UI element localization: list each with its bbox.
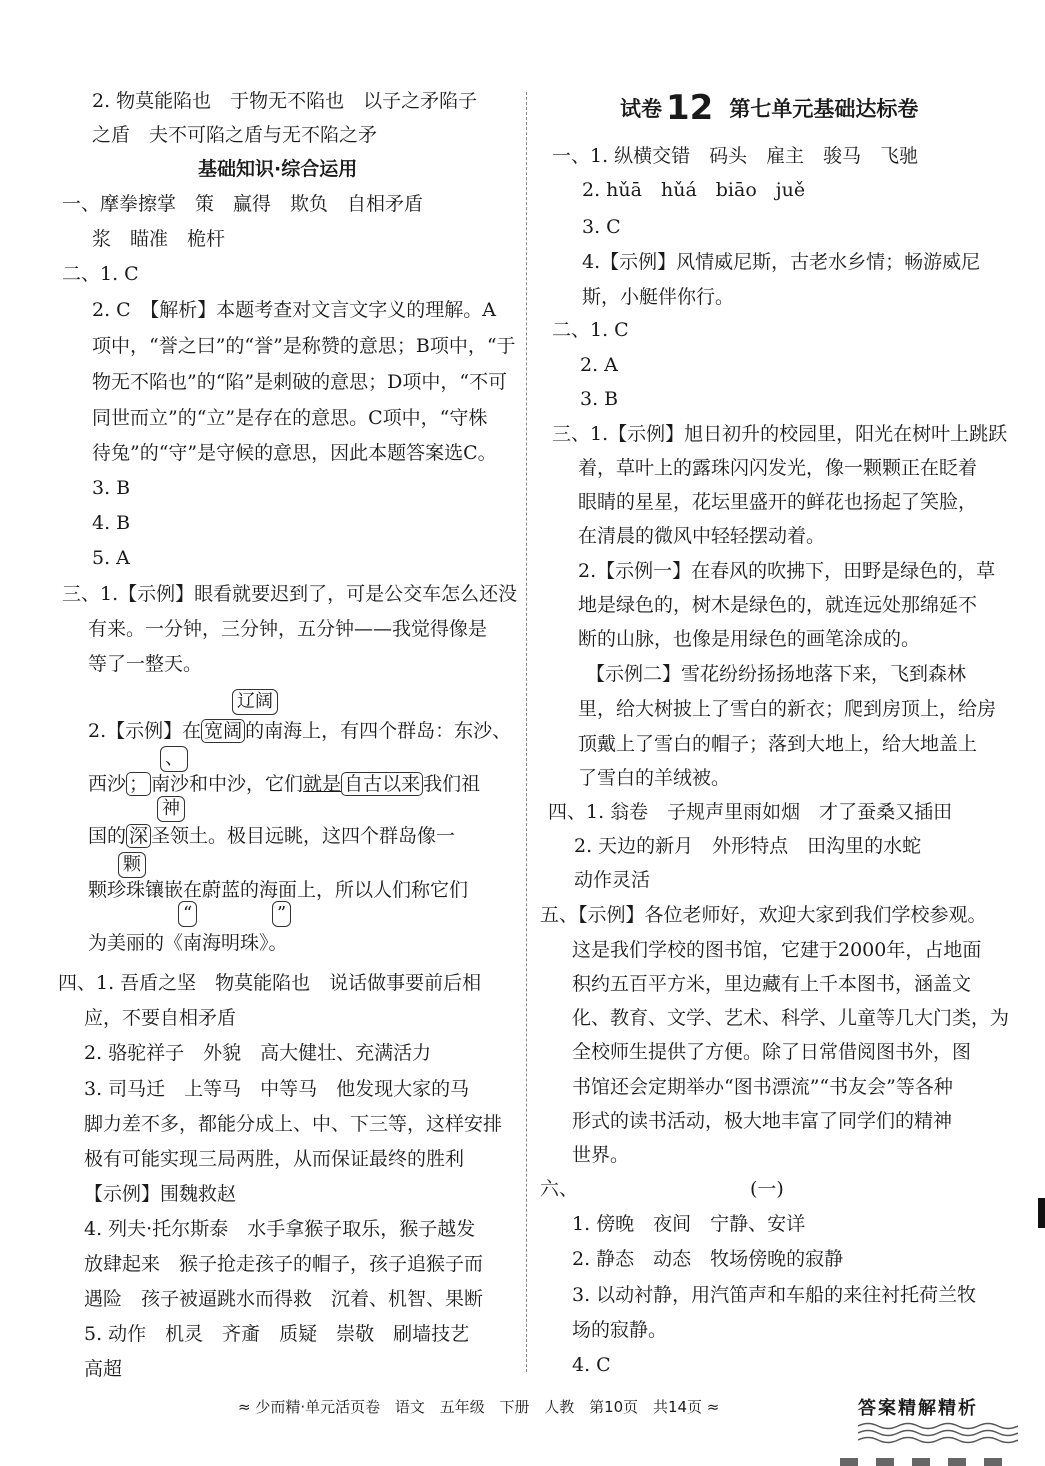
text-line: 4.【示例】风情威尼斯，古老水乡情；畅游威尼 (582, 251, 981, 273)
bottom-marks-icon (840, 1455, 1020, 1466)
text-line: 放肆起来 猴子抢走孩子的帽子，孩子追猴子而 (84, 1253, 484, 1275)
text-line: 应，不要自相矛盾 (84, 1007, 237, 1029)
boxed-mark: ； (126, 772, 151, 796)
text-line: 2. A (580, 354, 618, 376)
text-line: 形式的读书活动，极大地丰富了同学们的精神 (572, 1110, 953, 1132)
footer-book: ≈ 少而精·单元活页卷 (238, 1398, 381, 1416)
text-line: 积约五百平方米，里边藏有上千本图书，涵盖文 (572, 973, 972, 995)
footer-volume: 下册 (499, 1398, 530, 1416)
text-line: 二、1. C (62, 263, 139, 285)
subsection-label: (一) (750, 1178, 784, 1200)
text-line: 4. C (572, 1354, 611, 1376)
text-line: 同世而立”的“立”是存在的意思。C项中，“守株 (92, 407, 488, 429)
text-line: 二、1. C (552, 319, 629, 341)
footer-subject: 语文 (394, 1398, 425, 1416)
text-line: 有来。一分钟，三分钟，五分钟——我觉得像是 (88, 618, 488, 640)
text-line: 三、1.【示例】眼看就要迟到了，可是公交车怎么还没 (62, 583, 518, 605)
correction-mark: ” (272, 901, 291, 927)
text-line: 这是我们学校的图书馆，它建于2000年，占地面 (572, 939, 982, 961)
text-line: 4. 列夫·托尔斯泰 水手拿猴子取乐，猴子越发 (84, 1218, 476, 1240)
text-span: 南沙和中沙，它们 (151, 773, 304, 795)
text-line: 化、教育、文学、艺术、科学、儿童等几大门类，为 (572, 1007, 1010, 1029)
text-line: 着，草叶上的露珠闪闪发光，像一颗颗正在眨着 (578, 457, 978, 479)
text-line: 【示例二】雪花纷纷扬扬地落下来，飞到森林 (586, 663, 967, 685)
text-line: 四、1. 吾盾之坚 物莫能陷也 说话做事要前后相 (58, 972, 482, 994)
text-line: 脚力差不多，都能分成上、中、下三等，这样安排 (84, 1113, 503, 1135)
footer-total: 共14页 ≈ (652, 1398, 720, 1416)
page-footer (238, 1396, 729, 1417)
brand-label: 答案精解精析 (858, 1398, 978, 1419)
text-line: 3. B (580, 388, 619, 410)
text-span: 我们祖 (423, 773, 481, 795)
text-line: 2. 物莫能陷也 于物无不陷也 以子之矛陷子 (92, 90, 478, 112)
text-line: 2. 静态 动态 牧场傍晚的寂静 (572, 1248, 844, 1270)
text-line: 5. A (92, 547, 130, 569)
text-line: 世界。 (572, 1144, 630, 1166)
text-line: 2. 骆驼祥子 外貌 高大健壮、充满活力 (84, 1042, 432, 1064)
text-line: 场的寂静。 (572, 1319, 668, 1341)
text-span: 圣领土。极目远眺，这四个群岛像一 (151, 825, 456, 847)
text-line: 全校师生提供了方便。除了日常借阅图书外，图 (572, 1041, 972, 1063)
text-span: 颗 (88, 879, 108, 901)
text-span: 《南海明珠》 (164, 932, 269, 954)
text-line: 3. B (92, 477, 131, 499)
edge-marker (1038, 1198, 1045, 1228)
text-line: 3. 以动衬静，用汽笛声和车船的来往衬托荷兰牧 (572, 1284, 977, 1306)
text-span: 国的 (88, 825, 127, 847)
correction-mark: 辽阔 (232, 689, 278, 715)
text-line: 2. hǔā hǔá biāo juě (582, 179, 806, 201)
text-line: 等了一整天。 (88, 653, 203, 675)
section-title: 基础知识·综合运用 (198, 158, 358, 180)
title-prefix: 试卷 (620, 97, 662, 121)
text-line: 极有可能实现三局两胜，从而保证最终的胜利 (84, 1148, 465, 1170)
correction-mark: 、 (160, 746, 188, 772)
text-line (88, 930, 288, 956)
text-line: 斯，小艇伴你行。 (582, 286, 735, 308)
text-line: 书馆还会定期举办“图书漂流”“书友会”等各种 (572, 1076, 953, 1098)
footer-edition: 人教 (544, 1398, 575, 1416)
text-line: 物无不陷也”的“陷”是刺破的意思；D项中，“不可 (92, 371, 508, 393)
correction-mark: 颗 (118, 852, 146, 878)
text-line: 【示例】围魏救赵 (84, 1183, 237, 1205)
text-line: 2. C 【解析】本题考查对文言文字义的理解。A (92, 299, 496, 321)
text-line: 四、1. 翁卷 子规声里雨如烟 才了蚕桑又插田 (548, 801, 953, 823)
page-title (620, 88, 918, 128)
text-line: 一、1. 纵横交错 码头 雇主 骏马 飞驰 (552, 145, 919, 167)
text-line (88, 718, 511, 744)
text-line: 遇险 孩子被逼跳水而得救 沉着、机智、果断 (84, 1288, 484, 1310)
text-line: 五、【示例】各位老师好，欢迎大家到我们学校参观。 (540, 904, 987, 926)
boxed-word: 自古以来 (341, 772, 423, 796)
title-text: 第七单元基础达标卷 (729, 97, 919, 121)
text-line: 2. 天边的新月 外形特点 田沟里的水蛇 (574, 835, 922, 857)
text-line: 4. B (92, 512, 131, 534)
text-span: 西沙 (88, 773, 127, 795)
text-span: 珍珠镶嵌在蔚蓝的海面上，所以人们称它们 (107, 879, 469, 901)
text-line: 1. 傍晚 夜间 宁静、安详 (572, 1213, 806, 1235)
footer-grade: 五年级 (439, 1398, 485, 1416)
text-line: 了雪白的羊绒被。 (578, 767, 731, 789)
text-line (88, 823, 455, 849)
text-line: 里，给大树披上了雪白的新衣；爬到房顶上，给房 (578, 698, 997, 720)
boxed-word: 宽阔 (201, 719, 245, 743)
text-line: 在清晨的微风中轻轻摆动着。 (578, 525, 826, 547)
text-line (88, 771, 480, 797)
text-line: 待兔”的“守”是守候的意思，因此本题答案选C。 (92, 442, 497, 464)
text-line: 项中，“誉之曰”的“誉”是称赞的意思；B项中，“于 (92, 335, 516, 357)
text-span: 的南海上，有四个群岛：东沙、 (245, 720, 512, 742)
wave-decoration-icon (858, 1418, 1018, 1448)
title-number: 12 (666, 88, 714, 128)
text-line: 3. C (582, 216, 621, 238)
text-line (88, 877, 468, 903)
footer-page: 第10页 (589, 1398, 639, 1416)
text-span: 。 (268, 932, 288, 954)
text-line: 六、 (540, 1178, 579, 1200)
correction-mark: 神 (157, 796, 185, 822)
text-line: 之盾 夫不可陷之盾与无不陷之矛 (92, 124, 378, 146)
column-divider (526, 92, 527, 1372)
underlined-word: 就是 (303, 773, 342, 795)
text-line: 动作灵活 (574, 869, 651, 891)
correction-mark: “ (178, 901, 197, 927)
text-line: 一、摩拳擦掌 策 赢得 欺负 自相矛盾 (62, 193, 424, 215)
text-line: 浆 瞄准 桅杆 (92, 228, 226, 250)
text-span: 2.【示例】在 (88, 720, 202, 742)
text-line: 三、1.【示例】旭日初升的校园里，阳光在树叶上跳跃 (552, 423, 1008, 445)
text-line: 断的山脉，也像是用绿色的画笔涂成的。 (578, 628, 921, 650)
text-span: 为美丽的 (88, 932, 165, 954)
text-line: 高超 (84, 1358, 123, 1380)
boxed-word: 深 (126, 824, 151, 848)
text-line: 3. 司马迁 上等马 中等马 他发现大家的马 (84, 1078, 470, 1100)
text-line: 顶戴上了雪白的帽子；落到大地上，给大地盖上 (578, 733, 978, 755)
text-line: 2.【示例一】在春风的吹拂下，田野是绿色的，草 (578, 560, 996, 582)
text-line: 地是绿色的，树木是绿色的，就连远处那绵延不 (578, 594, 978, 616)
text-line: 5. 动作 机灵 齐齑 质疑 崇敬 刷墙技艺 (84, 1323, 470, 1345)
text-line: 眼睛的星星，花坛里盛开的鲜花也扬起了笑脸， (578, 491, 978, 513)
